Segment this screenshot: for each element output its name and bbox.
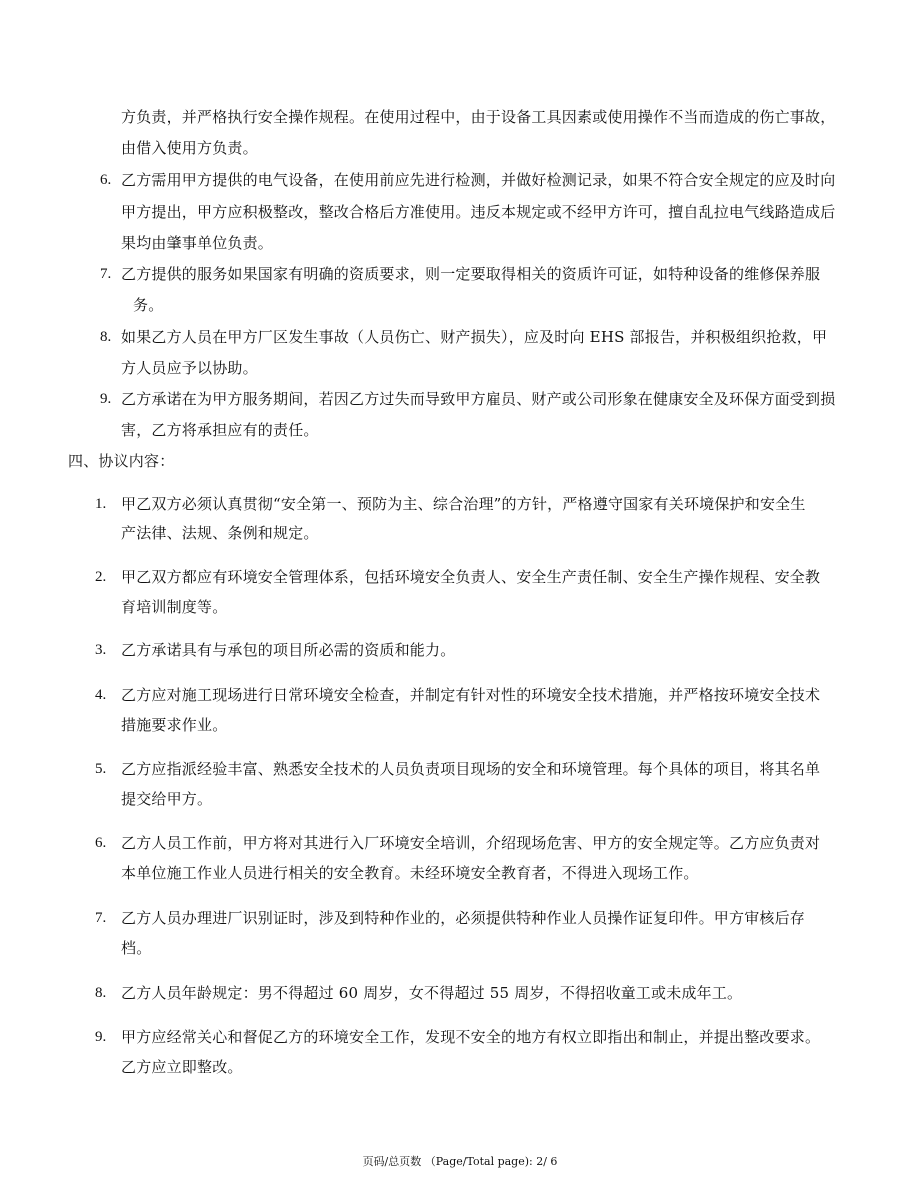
list-item-line: 乙方应立即整改。 <box>121 1058 243 1076</box>
list-item-number: 5. <box>95 761 107 777</box>
list-item-number: 8. <box>95 985 107 1001</box>
list-item-line: 如果乙方人员在甲方厂区发生事故（人员伤亡、财产损失），应及时向 EHS 部报告，并积极组织抢救，甲 <box>121 328 828 346</box>
list-item-line: 乙方人员年龄规定：男不得超过 60 周岁，女不得超过 55 周岁，不得招收童工或未成年工。 <box>121 984 743 1002</box>
list-item-number: 9. <box>95 1029 107 1045</box>
section-heading: 四、协议内容： <box>68 452 175 470</box>
list-item-line: 乙方提供的服务如果国家有明确的资质要求，则一定要取得相关的资质许可证，如特种设备的维修保养服 <box>121 265 821 283</box>
list-item-number: 6. <box>95 835 107 851</box>
list-item-line: 果均由肇事单位负责。 <box>121 234 274 252</box>
list-item-line: 害，乙方将承担应有的责任。 <box>121 421 319 439</box>
list-item-number: 3. <box>95 642 107 658</box>
list-item-line: 产法律、法规、条例和规定。 <box>121 524 319 542</box>
list-item-line: 本单位施工作业人员进行相关的安全教育。未经环境安全教育者，不得进入现场工作。 <box>121 864 699 882</box>
list-item-line: 乙方应对施工现场进行日常环境安全检查，并制定有针对性的环境安全技术措施，并严格按环境安全技术 <box>121 686 821 704</box>
list-item-line: 乙方需用甲方提供的电气设备，在使用前应先进行检测，并做好检测记录，如果不符合安全规定的应及时向 <box>121 171 836 189</box>
list-item-line: 乙方人员办理进厂识别证时，涉及到特种作业的，必须提供特种作业人员操作证复印件。甲方审核后存 <box>121 909 806 927</box>
list-item-line: 甲方应经常关心和督促乙方的环境安全工作，发现不安全的地方有权立即指出和制止，并提出整改要求。 <box>121 1028 821 1046</box>
list-item-number: 7. <box>95 910 107 926</box>
list-item-line: 乙方人员工作前，甲方将对其进行入厂环境安全培训，介绍现场危害、甲方的安全规定等。乙方应负责对 <box>121 834 821 852</box>
page-footer: 页码/总页数 （Page/Total page): 2/ 6 <box>362 1155 558 1168</box>
list-item-line: 措施要求作业。 <box>121 716 228 734</box>
list-item-number: 6. <box>100 172 112 188</box>
list-item-line: 方人员应予以协助。 <box>121 359 258 377</box>
list-item-line: 档。 <box>121 939 152 957</box>
paragraph-line: 方负责，并严格执行安全操作规程。在使用过程中，由于设备工具因素或使用操作不当而造成的伤亡事故， <box>121 108 836 126</box>
list-item-line: 育培训制度等。 <box>121 598 228 616</box>
list-item-line: 甲乙双方都应有环境安全管理体系，包括环境安全负责人、安全生产责任制、安全生产操作规程、安全教 <box>121 568 821 586</box>
list-item-number: 9. <box>100 391 112 407</box>
list-item-number: 7. <box>100 266 112 282</box>
list-item-number: 4. <box>95 687 107 703</box>
list-item-line: 提交给甲方。 <box>121 790 213 808</box>
list-item-number: 2. <box>95 569 107 585</box>
paragraph-line: 由借入使用方负责。 <box>121 139 258 157</box>
list-item-line: 甲方提出，甲方应积极整改，整改合格后方准使用。违反本规定或不经甲方许可，擅自乱拉电气线路造成后 <box>121 203 836 221</box>
list-item-number: 8. <box>100 329 112 345</box>
list-item-number: 1. <box>95 496 107 512</box>
list-item-line: 乙方应指派经验丰富、熟悉安全技术的人员负责项目现场的安全和环境管理。每个具体的项目，将其名单 <box>121 760 821 778</box>
list-item-line: 乙方承诺具有与承包的项目所必需的资质和能力。 <box>121 641 456 659</box>
list-item-line: 务。 <box>133 296 164 314</box>
list-item-line: 乙方承诺在为甲方服务期间，若因乙方过失而导致甲方雇员、财产或公司形象在健康安全及环保方面受到损 <box>121 390 836 408</box>
list-item-line: 甲乙双方必须认真贯彻“安全第一、预防为主、综合治理”的方针，严格遵守国家有关环境保护和安全生 <box>121 495 806 513</box>
